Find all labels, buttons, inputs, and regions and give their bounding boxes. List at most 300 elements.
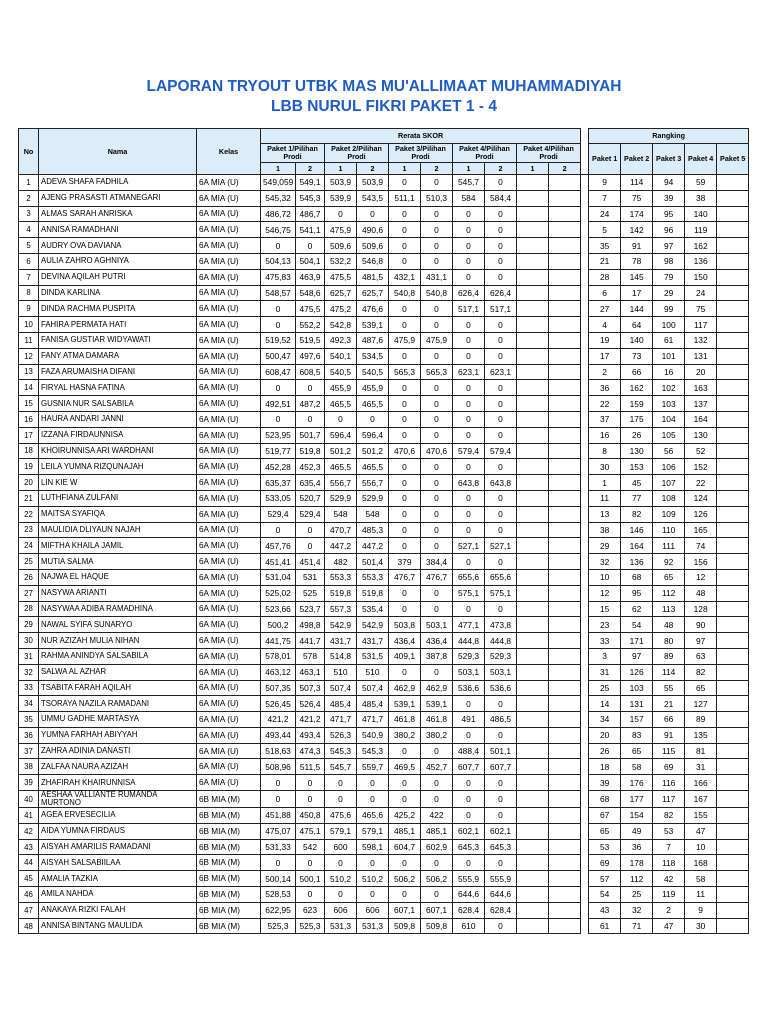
row-score: 607,7 [485, 759, 517, 775]
row-score: 487,6 [357, 332, 389, 348]
row-score: 0 [485, 506, 517, 522]
row-rank: 43 [589, 902, 621, 918]
row-score [517, 696, 549, 712]
row-kelas: 6A MIA (U) [197, 411, 261, 427]
row-score [549, 871, 581, 887]
row-no: 47 [19, 902, 39, 918]
row-gap [581, 238, 589, 254]
row-score: 0 [453, 696, 485, 712]
table-row [19, 538, 749, 554]
row-score [517, 791, 549, 808]
row-kelas: 6A MIA (U) [197, 348, 261, 364]
row-rank: 83 [621, 727, 653, 743]
row-score: 0 [261, 301, 296, 317]
row-score: 584 [453, 190, 485, 206]
row-kelas: 6A MIA (U) [197, 648, 261, 664]
row-rank: 157 [621, 712, 653, 728]
row-score: 0 [389, 175, 421, 191]
row-rank: 118 [653, 855, 685, 871]
row-score: 493,44 [261, 727, 296, 743]
row-score: 441,7 [296, 633, 325, 649]
row-nama: LUTHFIANA ZULFANI [39, 490, 197, 506]
row-score: 475,83 [261, 269, 296, 285]
row-score: 481,5 [357, 269, 389, 285]
row-rank: 9 [685, 902, 717, 918]
row-score: 0 [389, 522, 421, 538]
row-no: 18 [19, 443, 39, 459]
row-score: 645,3 [485, 839, 517, 855]
row-score: 451,41 [261, 554, 296, 570]
row-score: 0 [421, 490, 453, 506]
row-score: 475,9 [389, 332, 421, 348]
row-score: 0 [325, 791, 357, 808]
row-score: 625,7 [357, 285, 389, 301]
row-rank [717, 554, 749, 570]
row-kelas: 6A MIA (U) [197, 538, 261, 554]
row-rank [717, 506, 749, 522]
row-no: 26 [19, 569, 39, 585]
row-score: 482 [325, 554, 357, 570]
row-rank: 6 [589, 285, 621, 301]
row-score: 540,8 [389, 285, 421, 301]
row-score [549, 443, 581, 459]
row-nama: AGEA ERVESECILIA [39, 808, 197, 824]
row-score: 529,3 [485, 648, 517, 664]
row-score: 0 [453, 808, 485, 824]
row-score [517, 538, 549, 554]
table-row [19, 317, 749, 333]
row-kelas: 6A MIA (U) [197, 475, 261, 491]
row-rank: 22 [685, 475, 717, 491]
row-score: 584,4 [485, 190, 517, 206]
row-rank: 23 [589, 617, 621, 633]
row-rank [717, 918, 749, 934]
row-gap [581, 775, 589, 791]
row-score: 0 [421, 348, 453, 364]
row-rank: 165 [685, 522, 717, 538]
header-paket-2-pilihan: Paket 2/Pilihan Prodi [325, 144, 389, 163]
row-score: 526,4 [296, 696, 325, 712]
row-rank [717, 585, 749, 601]
table-row [19, 759, 749, 775]
row-rank: 58 [621, 759, 653, 775]
row-score: 444,8 [453, 633, 485, 649]
row-score: 0 [421, 411, 453, 427]
row-score [549, 364, 581, 380]
row-score: 465,5 [325, 396, 357, 412]
row-score [517, 269, 549, 285]
row-score: 0 [485, 253, 517, 269]
row-nama: IZZANA FIRDAUNNISA [39, 427, 197, 443]
row-score: 0 [421, 380, 453, 396]
row-score: 501,7 [296, 427, 325, 443]
row-kelas: 6A MIA (U) [197, 364, 261, 380]
row-score: 0 [421, 427, 453, 443]
header-paket-4-pilihan: Paket 4/Pilihan Prodi [453, 144, 517, 163]
row-rank: 54 [621, 617, 653, 633]
row-gap [581, 759, 589, 775]
row-rank [717, 680, 749, 696]
row-rank: 142 [621, 222, 653, 238]
row-score: 645,3 [453, 839, 485, 855]
row-gap [581, 285, 589, 301]
row-score: 604,7 [389, 839, 421, 855]
row-rank: 59 [685, 175, 717, 191]
row-no: 39 [19, 775, 39, 791]
row-score [517, 380, 549, 396]
row-score: 655,6 [453, 569, 485, 585]
row-score: 0 [357, 855, 389, 871]
row-score: 0 [485, 411, 517, 427]
row-score: 535,4 [357, 601, 389, 617]
row-rank: 74 [685, 538, 717, 554]
row-rank: 136 [621, 554, 653, 570]
row-gap [581, 538, 589, 554]
row-score: 0 [485, 522, 517, 538]
table-row [19, 791, 749, 808]
row-score [549, 348, 581, 364]
row-rank: 34 [589, 712, 621, 728]
row-score: 0 [485, 696, 517, 712]
row-rank: 65 [589, 823, 621, 839]
row-score: 0 [296, 887, 325, 903]
row-score [549, 918, 581, 934]
row-gap [581, 317, 589, 333]
row-kelas: 6B MIA (M) [197, 808, 261, 824]
row-score: 0 [389, 791, 421, 808]
row-gap [581, 569, 589, 585]
row-score: 518,63 [261, 743, 296, 759]
row-rank: 19 [589, 332, 621, 348]
row-score: 0 [485, 775, 517, 791]
table-row [19, 727, 749, 743]
row-rank [717, 411, 749, 427]
row-score: 542,9 [357, 617, 389, 633]
row-rank: 54 [589, 887, 621, 903]
row-no: 45 [19, 871, 39, 887]
row-score: 0 [453, 727, 485, 743]
row-score: 539,1 [357, 317, 389, 333]
row-score: 0 [485, 238, 517, 254]
score-table [18, 128, 749, 934]
row-gap [581, 617, 589, 633]
row-score: 486,5 [485, 712, 517, 728]
row-rank: 66 [621, 364, 653, 380]
row-rank: 5 [589, 222, 621, 238]
header-sub-2: 2 [296, 163, 325, 175]
row-rank: 144 [621, 301, 653, 317]
row-rank: 95 [653, 206, 685, 222]
row-score: 0 [485, 459, 517, 475]
row-score [549, 317, 581, 333]
row-score: 0 [389, 301, 421, 317]
row-no: 16 [19, 411, 39, 427]
row-score: 506,2 [421, 871, 453, 887]
row-nama: ADEVA SHAFA FADHILA [39, 175, 197, 191]
row-score: 578 [296, 648, 325, 664]
row-score: 555,9 [453, 871, 485, 887]
row-rank: 128 [685, 601, 717, 617]
row-score: 0 [421, 538, 453, 554]
row-nama: FAHIRA PERMATA HATI [39, 317, 197, 333]
row-rank [717, 538, 749, 554]
row-score: 476,7 [389, 569, 421, 585]
row-gap [581, 823, 589, 839]
row-nama: AISYAH SALSABIILAA [39, 855, 197, 871]
row-score: 0 [421, 317, 453, 333]
row-rank: 32 [589, 554, 621, 570]
row-score: 635,37 [261, 475, 296, 491]
row-score: 421,2 [261, 712, 296, 728]
row-rank: 140 [685, 206, 717, 222]
row-score [549, 427, 581, 443]
row-score: 548,6 [296, 285, 325, 301]
row-gap [581, 269, 589, 285]
row-score: 431,1 [421, 269, 453, 285]
table-row [19, 475, 749, 491]
row-score: 579,1 [325, 823, 357, 839]
row-score: 471,7 [325, 712, 357, 728]
row-rank [717, 823, 749, 839]
table-row [19, 238, 749, 254]
row-score [549, 522, 581, 538]
row-score: 511,1 [389, 190, 421, 206]
row-nama: NAWAL SYIFA SUNARYO [39, 617, 197, 633]
row-score: 486,7 [296, 206, 325, 222]
row-score: 501,2 [357, 443, 389, 459]
table-row [19, 775, 749, 791]
row-score: 0 [296, 538, 325, 554]
row-no: 41 [19, 808, 39, 824]
row-score: 517,1 [485, 301, 517, 317]
row-score: 463,12 [261, 664, 296, 680]
row-score: 498,8 [296, 617, 325, 633]
row-rank [717, 601, 749, 617]
row-rank: 25 [589, 680, 621, 696]
row-kelas: 6A MIA (U) [197, 554, 261, 570]
row-rank: 152 [685, 459, 717, 475]
row-score: 0 [421, 855, 453, 871]
row-score [517, 190, 549, 206]
row-score: 0 [421, 506, 453, 522]
row-rank: 112 [653, 585, 685, 601]
row-score: 452,28 [261, 459, 296, 475]
row-score: 0 [296, 522, 325, 538]
row-rank: 24 [589, 206, 621, 222]
row-score [517, 648, 549, 664]
row-score: 0 [453, 554, 485, 570]
row-rank: 108 [653, 490, 685, 506]
row-score: 548 [325, 506, 357, 522]
row-rank: 36 [589, 380, 621, 396]
row-rank: 91 [621, 238, 653, 254]
row-rank: 53 [589, 839, 621, 855]
row-score: 0 [325, 411, 357, 427]
row-rank: 97 [653, 238, 685, 254]
row-rank: 31 [589, 664, 621, 680]
row-kelas: 6B MIA (M) [197, 839, 261, 855]
row-score: 380,2 [421, 727, 453, 743]
row-rank [717, 348, 749, 364]
header-sub-1: 1 [517, 163, 549, 175]
row-rank: 1 [589, 475, 621, 491]
row-rank: 155 [685, 808, 717, 824]
row-rank: 16 [653, 364, 685, 380]
row-score: 0 [453, 522, 485, 538]
row-score: 432,1 [389, 269, 421, 285]
row-score: 0 [453, 396, 485, 412]
row-rank: 82 [653, 808, 685, 824]
row-score: 509,6 [357, 238, 389, 254]
header-kelas: Kelas [197, 129, 261, 175]
row-nama: NAJWA EL HAQUE [39, 569, 197, 585]
row-rank [717, 743, 749, 759]
row-score: 578,01 [261, 648, 296, 664]
row-score: 452,7 [421, 759, 453, 775]
row-rank [717, 696, 749, 712]
row-score: 0 [421, 206, 453, 222]
row-rank [717, 380, 749, 396]
row-nama: FAZA ARUMAISHA DIFANI [39, 364, 197, 380]
row-score: 600 [325, 839, 357, 855]
table-row [19, 506, 749, 522]
row-rank [717, 775, 749, 791]
row-score: 504,1 [296, 253, 325, 269]
row-score: 0 [485, 855, 517, 871]
row-score: 461,8 [421, 712, 453, 728]
row-rank: 37 [589, 411, 621, 427]
row-score: 623,1 [485, 364, 517, 380]
row-score: 510,2 [325, 871, 357, 887]
row-rank: 145 [621, 269, 653, 285]
row-score [549, 238, 581, 254]
row-score: 447,2 [357, 538, 389, 554]
row-score: 0 [485, 918, 517, 934]
row-rank: 48 [685, 585, 717, 601]
row-rank [717, 269, 749, 285]
row-gap [581, 301, 589, 317]
row-score: 509,8 [421, 918, 453, 934]
row-score [549, 190, 581, 206]
table-row [19, 285, 749, 301]
row-rank [717, 759, 749, 775]
row-rank: 29 [589, 538, 621, 554]
row-score [549, 475, 581, 491]
row-gap [581, 396, 589, 412]
row-kelas: 6A MIA (U) [197, 206, 261, 222]
row-score: 575,1 [453, 585, 485, 601]
row-rank: 45 [621, 475, 653, 491]
row-rank: 167 [685, 791, 717, 808]
row-rank [717, 238, 749, 254]
row-score [517, 569, 549, 585]
table-row [19, 332, 749, 348]
row-score: 531,33 [261, 839, 296, 855]
row-score: 0 [389, 317, 421, 333]
row-score: 0 [485, 206, 517, 222]
row-score: 607,1 [389, 902, 421, 918]
row-score: 0 [296, 791, 325, 808]
table-row [19, 364, 749, 380]
row-rank [717, 475, 749, 491]
row-score: 545,3 [357, 743, 389, 759]
row-score: 500,47 [261, 348, 296, 364]
row-score: 557,3 [325, 601, 357, 617]
row-rank [717, 459, 749, 475]
row-rank [717, 490, 749, 506]
row-score [517, 554, 549, 570]
row-score: 559,7 [357, 759, 389, 775]
row-score: 552,2 [296, 317, 325, 333]
row-score: 0 [421, 775, 453, 791]
row-score: 606 [357, 902, 389, 918]
row-score: 625,7 [325, 285, 357, 301]
row-rank: 112 [621, 871, 653, 887]
row-nama: MIFTHA KHAILA JAMIL [39, 538, 197, 554]
row-rank: 162 [685, 238, 717, 254]
table-row [19, 301, 749, 317]
row-score: 543,5 [357, 190, 389, 206]
row-score: 0 [453, 427, 485, 443]
row-score: 475,6 [325, 808, 357, 824]
row-score: 0 [325, 206, 357, 222]
row-rank: 104 [653, 411, 685, 427]
row-rank: 96 [653, 222, 685, 238]
row-rank: 168 [685, 855, 717, 871]
row-kelas: 6A MIA (U) [197, 332, 261, 348]
row-score: 0 [389, 380, 421, 396]
row-gap [581, 871, 589, 887]
row-score: 0 [389, 664, 421, 680]
row-rank: 68 [621, 569, 653, 585]
row-score: 0 [453, 238, 485, 254]
row-gap [581, 332, 589, 348]
row-score: 500,2 [261, 617, 296, 633]
row-score: 0 [261, 791, 296, 808]
row-score: 549,1 [296, 175, 325, 191]
row-score: 0 [261, 238, 296, 254]
row-no: 42 [19, 823, 39, 839]
row-rank: 28 [589, 269, 621, 285]
row-rank: 38 [589, 522, 621, 538]
row-score: 545,3 [296, 190, 325, 206]
row-score: 536,6 [453, 680, 485, 696]
row-kelas: 6A MIA (U) [197, 617, 261, 633]
row-score: 0 [296, 855, 325, 871]
row-score: 475,2 [325, 301, 357, 317]
row-gap [581, 206, 589, 222]
row-nama: AIDA YUMNA FIRDAUS [39, 823, 197, 839]
table-row [19, 190, 749, 206]
row-score [517, 664, 549, 680]
row-nama: LEILA YUMNA RIZQUNAJAH [39, 459, 197, 475]
row-score [549, 269, 581, 285]
row-gap [581, 855, 589, 871]
row-score: 510 [325, 664, 357, 680]
row-score [517, 206, 549, 222]
table-row [19, 601, 749, 617]
row-score [549, 696, 581, 712]
row-no: 32 [19, 664, 39, 680]
header-rangking: Rangking [589, 129, 749, 144]
row-gap [581, 712, 589, 728]
row-kelas: 6A MIA (U) [197, 727, 261, 743]
row-score: 0 [453, 253, 485, 269]
row-rank: 117 [653, 791, 685, 808]
row-rank: 178 [621, 855, 653, 871]
table-row [19, 490, 749, 506]
row-score [517, 808, 549, 824]
